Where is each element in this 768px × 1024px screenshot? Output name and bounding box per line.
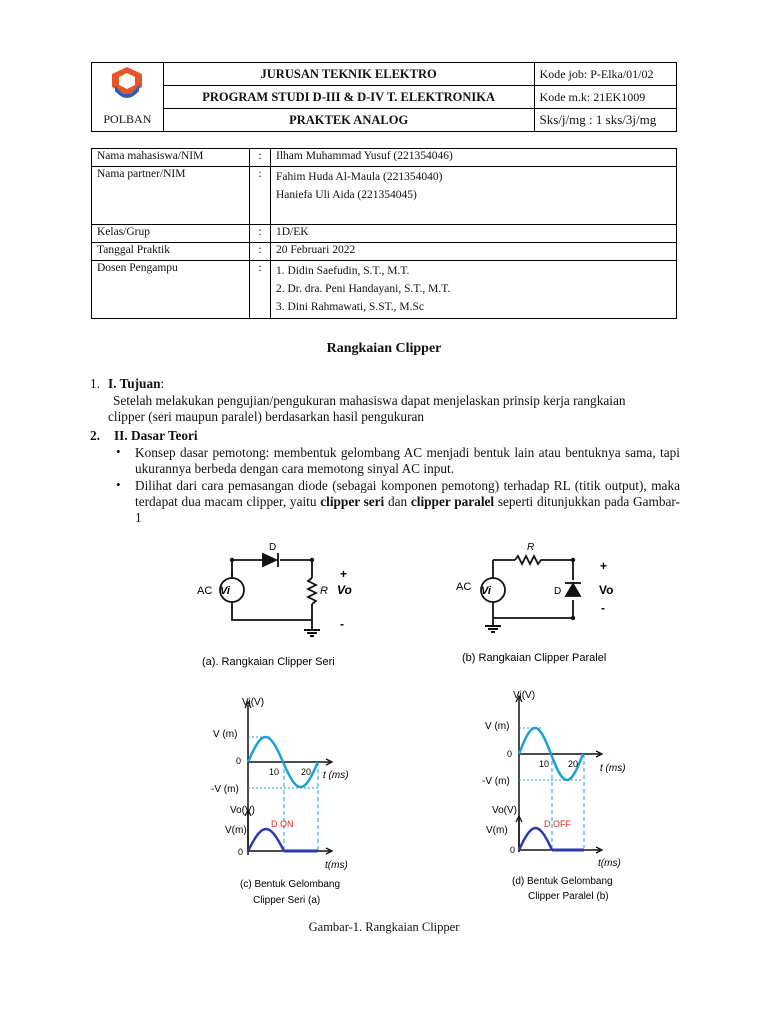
section-1-heading: I. Tujuan (108, 376, 161, 391)
time-axis-label: t (ms) (600, 763, 626, 774)
info-value: 20 Februari 2022 (271, 243, 677, 261)
clipped-output-wave (248, 829, 284, 851)
vm-tick-label: V (m) (485, 721, 510, 732)
zero2-tick-label: 0 (238, 847, 244, 857)
vi-axis-label: Vi(V) (513, 690, 536, 701)
info-row (92, 167, 677, 225)
resistor-r-icon (308, 578, 316, 604)
plus-label: + (340, 567, 348, 581)
plus-label: + (600, 559, 608, 573)
info-colon: : (250, 167, 271, 225)
kode-mk-cell: Kode m.k: 21EK1009 (534, 86, 676, 109)
info-row (92, 243, 677, 261)
ac-label: AC (197, 585, 213, 597)
node-dot (310, 558, 314, 562)
zero-tick-label: 0 (236, 756, 242, 766)
time2-axis-label: t(ms) (325, 860, 348, 871)
t10-tick-label: 10 (269, 767, 280, 777)
caption-c-line2: Clipper Seri (a) (253, 895, 321, 906)
info-label: Kelas/Grup (92, 225, 250, 243)
section-1-colon: : (160, 376, 165, 391)
bullet-icon: • (116, 477, 121, 492)
info-value: 2. Dr. dra. Peni Handayani, S.T., M.T. (276, 283, 451, 295)
org-name-cell: POLBAN (92, 109, 164, 132)
waveform-c (211, 697, 349, 906)
t20-tick-label: 20 (568, 759, 579, 769)
section-1-number: 1. (90, 376, 100, 391)
time2-axis-label: t(ms) (598, 858, 621, 869)
info-colon: : (250, 243, 271, 261)
vi-label: Vi (220, 585, 230, 597)
vm2-tick-label: V(m) (486, 825, 508, 836)
info-value: Haniefa Uli Aida (221354045) (276, 189, 417, 201)
diode-d-icon (566, 584, 580, 596)
ground-icon (304, 630, 320, 636)
neg-vm-tick-label: -V (m) (211, 784, 239, 795)
section-2-heading: II. Dasar Teori (114, 428, 198, 443)
course-cell: PRAKTEK ANALOG (163, 109, 534, 132)
node-dot (571, 616, 575, 620)
bullet-2-text (135, 478, 680, 526)
info-label: Dosen Pengampu (92, 261, 250, 319)
d-on-label: D ON (271, 819, 294, 829)
node-dot (230, 558, 234, 562)
info-colon: : (250, 225, 271, 243)
clipped-output-wave (519, 828, 552, 850)
circuit-a-wire (232, 602, 312, 620)
bullet-1-text: Konsep dasar pemotong: membentuk gelombang AC menjadi bentuk lain atau bentuknya sama, tapi ukurannya berbeda dengan cara memotong sinyal AC input. (135, 445, 680, 476)
info-value: Ilham Muhammad Yusuf (221354046) (271, 149, 677, 167)
info-colon: : (250, 149, 271, 167)
clipper-seri-term: clipper seri (320, 494, 385, 509)
circuit-b-wire (544, 560, 573, 580)
waveform-d (482, 690, 626, 902)
clipper-paralel-term: clipper paralel (410, 494, 495, 509)
node-dot (571, 558, 575, 562)
diode-label: D (269, 542, 277, 553)
t10-tick-label: 10 (539, 759, 550, 769)
info-table (91, 148, 677, 319)
program-cell: PROGRAM STUDI D-III & D-IV T. ELEKTRONIKA (163, 86, 534, 109)
vm2-tick-label: V(m) (225, 825, 247, 836)
section-1-heading-line (108, 376, 164, 392)
vm-tick-label: V (m) (213, 729, 238, 740)
bullet-2-part: dan (384, 494, 411, 509)
zero-tick-label: 0 (507, 749, 513, 759)
figure-caption: Gambar-1. Rangkaian Clipper (308, 920, 460, 934)
logo-cell (92, 63, 164, 109)
header-table (91, 62, 677, 132)
caption-a: (a). Rangkaian Clipper Seri (202, 656, 335, 668)
bullet-icon: • (116, 444, 121, 459)
vo-label: Vo (337, 583, 352, 597)
info-row (92, 149, 677, 167)
info-value: 1D/EK (271, 225, 677, 243)
clipper-figure (180, 530, 626, 915)
info-value: 1. Didin Saefudin, S.T., M.T. (276, 265, 410, 277)
kode-job-cell: Kode job: P-Elka/01/02 (534, 63, 676, 86)
vo-label: Vo (599, 583, 614, 597)
caption-d-line1: (d) Bentuk Gelombang (512, 876, 613, 887)
zero2-tick-label: 0 (510, 845, 516, 855)
vi-label: Vi (481, 585, 491, 597)
neg-vm-tick-label: -V (m) (482, 776, 510, 787)
resistor-r-icon (515, 556, 544, 564)
diode-label: D (554, 586, 562, 597)
info-value: 3. Dini Rahmawati, S.ST., M.Sc (276, 301, 425, 313)
document-title: Rangkaian Clipper (326, 341, 442, 356)
d-off-label: D OFF (544, 819, 571, 829)
resistor-label: R (320, 585, 328, 597)
vi-axis-label: Vi(V) (242, 697, 265, 708)
caption-d-line2: Clipper Paralel (b) (528, 891, 609, 902)
ac-label: AC (456, 581, 472, 593)
ground-icon (485, 626, 501, 632)
info-value: Fahim Huda Al-Maula (221354040) (276, 171, 443, 183)
circuit-a-wire (280, 560, 312, 578)
time-axis-label: t (ms) (323, 770, 349, 781)
minus-label: - (601, 601, 605, 615)
caption-c-line1: (c) Bentuk Gelombang (240, 879, 341, 890)
section-2-number: 2. (90, 428, 100, 443)
caption-b: (b) Rangkaian Clipper Paralel (462, 652, 607, 664)
section-1-body: Setelah melakukan pengujian/pengukuran mahasiswa dapat menjelaskan prinsip kerja rangkaian clipper (seri maupun paralel) berdasarkan hasil pengukuran (108, 393, 626, 424)
info-row (92, 261, 677, 319)
info-label: Nama partner/NIM (92, 167, 250, 225)
info-colon: : (250, 261, 271, 319)
polban-logo-icon (107, 65, 147, 103)
circuit-b-wire (493, 600, 573, 618)
info-value-list (271, 261, 677, 319)
department-cell: JURUSAN TEKNIK ELEKTRO (163, 63, 534, 86)
sks-cell: Sks/j/mg : 1 sks/3j/mg (534, 109, 676, 132)
diode-d-icon (263, 554, 276, 566)
vo-axis-label: Vo(V) (230, 805, 256, 816)
info-value-list (271, 167, 677, 225)
info-row (92, 225, 677, 243)
bullet-2-part: Dilihat dari cara pemasangan diode (sebagai komponen pemotong) terhadap RL (titik output), maka terdapat dua macam clipper, yaitu (135, 478, 680, 509)
resistor-label: R (527, 542, 535, 553)
t20-tick-label: 20 (301, 767, 312, 777)
minus-label: - (340, 617, 344, 631)
vo-axis-label: Vo(V) (492, 805, 518, 816)
bullet-2-part: seperti ditunjukkan pada Gambar-1 (135, 494, 680, 525)
info-label: Nama mahasiswa/NIM (92, 149, 250, 167)
info-label: Tanggal Praktik (92, 243, 250, 261)
